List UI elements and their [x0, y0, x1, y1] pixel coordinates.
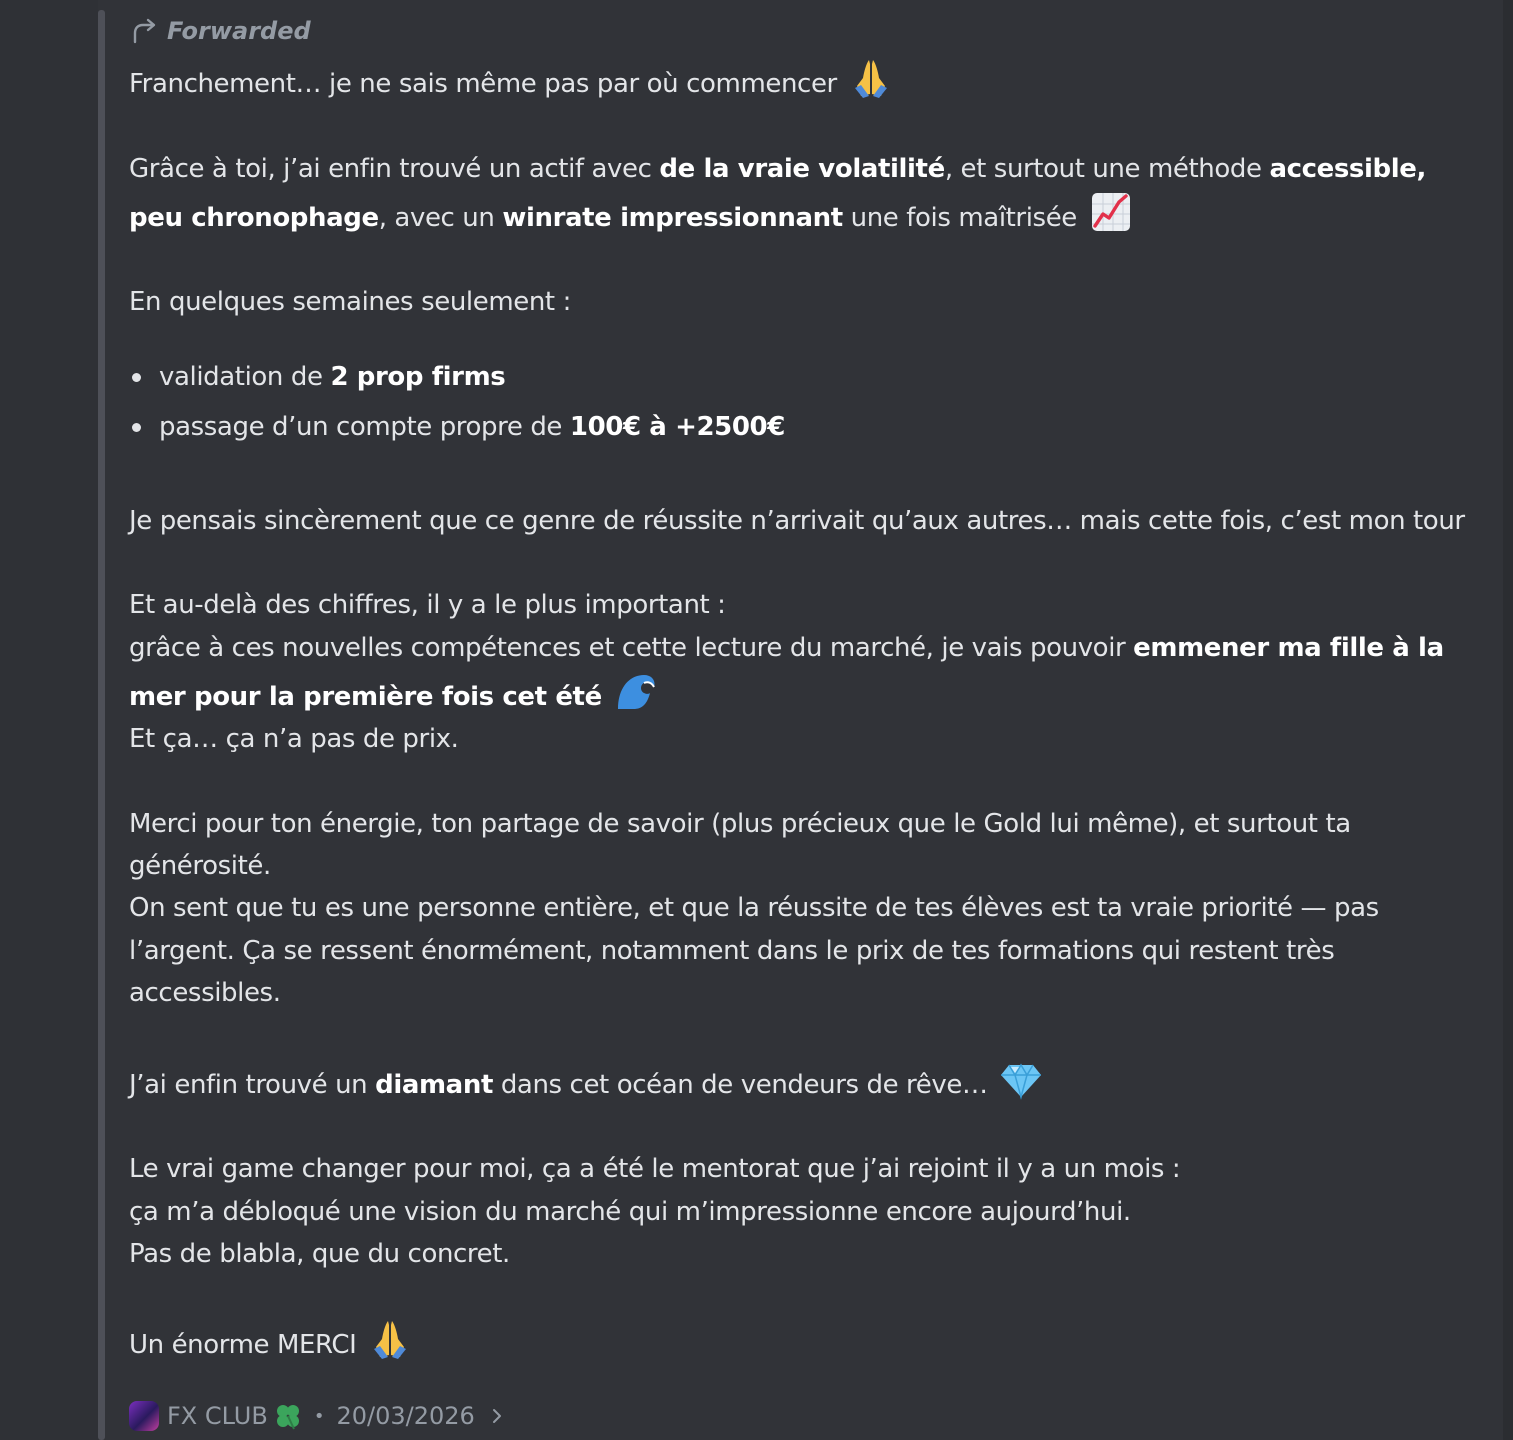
text-segment: Pas de blabla, que du concret. — [129, 1238, 510, 1269]
text-segment: Un énorme MERCI — [129, 1330, 357, 1361]
text-segment: Le vrai game changer pour moi, ça a été le mentorat que j’ai rejoint il y a un mois : — [129, 1154, 1181, 1185]
paragraph-diamond — [129, 1057, 1469, 1106]
paragraph-volatility — [129, 148, 1469, 240]
water-wave-icon — [614, 669, 658, 713]
list-item — [129, 402, 1469, 452]
text-segment: , et surtout une méthode — [944, 153, 1270, 184]
server-icon — [129, 1401, 159, 1431]
chevron-right-icon[interactable] — [487, 1406, 507, 1426]
praying-hands-icon — [368, 1317, 412, 1361]
paragraph-weeks: En quelques semaines seulement : — [129, 287, 571, 318]
left-panel-edge — [0, 0, 98, 1440]
forwarded-header — [129, 14, 311, 48]
forward-quote-bar — [98, 10, 105, 1440]
text-segment: Et au-delà des chiffres, il y a le plus important : — [129, 590, 726, 621]
gem-stone-icon — [999, 1057, 1043, 1101]
paragraph-success: Je pensais sincèrement que ce genre de réussite n’arrivait qu’aux autres… mais cette fois, c’est mon tour — [129, 505, 1465, 536]
text-segment: J’ai enfin trouvé un — [129, 1069, 376, 1100]
text-segment: une fois maîtrisée — [842, 202, 1077, 233]
bold-segment: diamant — [375, 1069, 493, 1100]
text-segment: ça m’a débloqué une vision du marché qui m’impressionne encore aujourd’hui. — [129, 1196, 1131, 1227]
text-segment: Merci pour ton énergie, ton partage de savoir (plus précieux que le Gold lui même), et surtout ta générosité. — [129, 808, 1351, 882]
praying-hands-icon — [849, 56, 893, 100]
text-segment: validation de — [159, 361, 331, 392]
forward-source[interactable] — [129, 1399, 507, 1433]
paragraph-thanks — [129, 803, 1469, 1014]
text-segment: Et ça… ça n’a pas de prix. — [129, 724, 459, 755]
paragraph-important — [129, 584, 1469, 760]
right-panel-edge — [1503, 0, 1513, 1440]
bold-segment: winrate impressionnant — [502, 202, 843, 233]
four-leaf-clover-icon — [274, 1402, 302, 1430]
paragraph-closing — [129, 1317, 1469, 1366]
chart-increasing-icon — [1089, 190, 1133, 234]
paragraph-mentorship — [129, 1148, 1469, 1275]
bold-segment: 100€ à +2500€ — [569, 411, 785, 442]
intro-text: Franchement… je ne sais même pas par où commencer — [129, 69, 837, 99]
bold-segment: 2 prop firms — [330, 361, 506, 392]
text-segment: dans cet océan de vendeurs de rêve… — [492, 1069, 988, 1100]
text-segment: grâce à ces nouvelles compétences et cette lecture du marché, je vais pouvoir — [129, 632, 1134, 663]
bold-segment: de la vraie volatilité — [659, 153, 945, 184]
list-item — [129, 352, 1469, 402]
server-name: FX CLUB — [167, 1402, 268, 1430]
paragraph-intro — [129, 56, 1469, 105]
text-segment: passage d’un compte propre de — [159, 411, 570, 442]
results-list — [129, 352, 1469, 452]
forward-arrow-icon — [129, 16, 159, 46]
bold-segment: accessible, peu chronophage — [129, 153, 1426, 233]
forwarded-label: Forwarded — [167, 17, 311, 45]
message-body — [129, 56, 1469, 1367]
text-segment: , avec un — [378, 202, 503, 233]
forward-date: 20/03/2026 — [336, 1402, 475, 1430]
footer-separator: • — [313, 1405, 325, 1427]
text-segment: On sent que tu es une personne entière, et que la réussite de tes élèves est ta vraie priorité — pas l’argent. Ça se ressent énormément, notamment dans le prix de tes formations qui restent très accessibles. — [129, 893, 1379, 1009]
text-segment: Grâce à toi, j’ai enfin trouvé un actif avec — [129, 153, 660, 184]
bold-segment: emmener ma fille à la mer pour la première fois cet été — [129, 632, 1444, 712]
